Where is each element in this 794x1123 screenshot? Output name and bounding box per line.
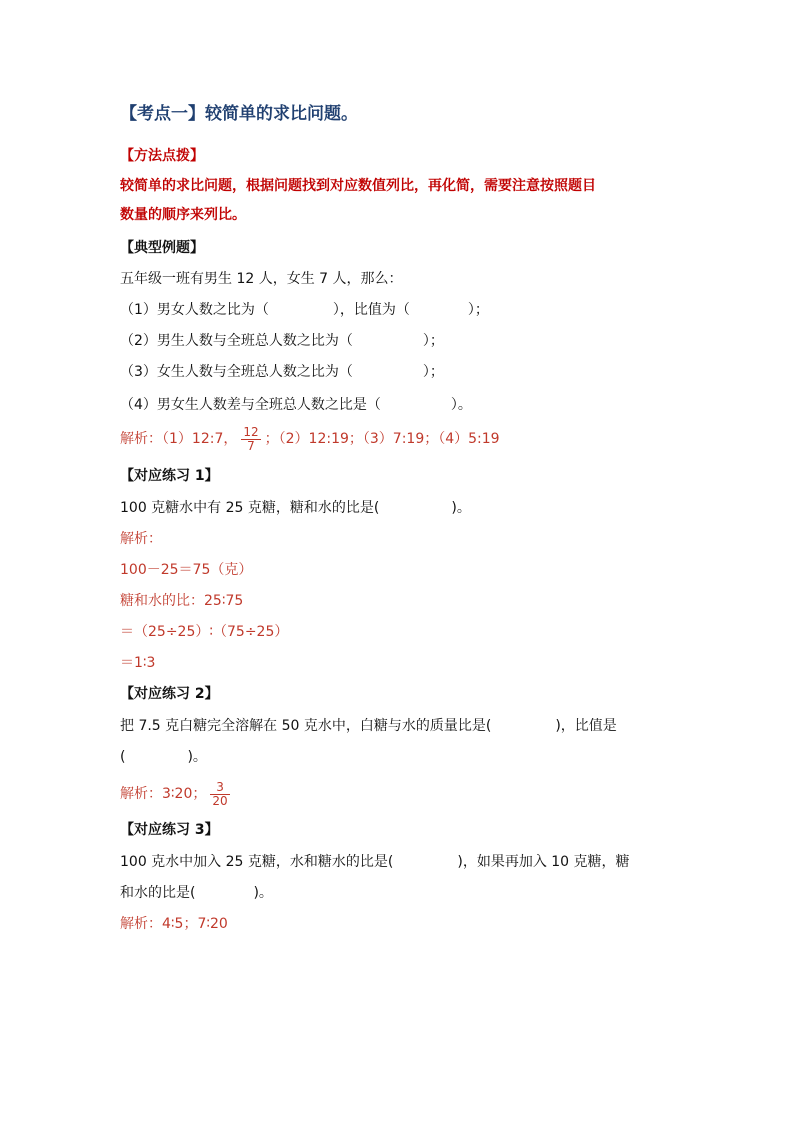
fraction [241, 426, 260, 453]
q4-text-b: ）。 [450, 397, 472, 413]
p1-text-b: )。 [451, 500, 471, 516]
example-stem: 五年级一班有男生 12 人，女生 7 人，那么： [120, 271, 403, 287]
q2-text-a: （2）男生人数与全班总人数之比为（ [120, 333, 353, 349]
practice3-question-line-2 [120, 883, 273, 903]
practice3-heading: 【对应练习 3】 [120, 822, 219, 838]
example-heading: 【典型例题】 [120, 240, 204, 256]
practice2-answer-text: 解析：3∶20； [120, 786, 207, 802]
fraction-denominator: 20 [212, 793, 228, 808]
p3-text-c: 和水的比是( [120, 885, 196, 901]
practice2-heading: 【对应练习 2】 [120, 686, 219, 702]
q4-text-a: （4）男女生人数差与全班总人数之比是（ [120, 397, 381, 413]
practice3-answer: 解析：4∶5；7∶20 [120, 916, 228, 932]
example-question-1 [120, 300, 489, 320]
example-question-3 [120, 362, 444, 382]
practice2-question-line-2 [120, 747, 207, 767]
q2-text-b: ）； [422, 333, 444, 349]
p1-text-a: 100 克糖水中有 25 克糖，糖和水的比是( [120, 500, 380, 516]
practice2-answer [120, 775, 234, 813]
p2-text-d: )。 [187, 749, 207, 765]
practice1-step-4: ＝1∶3 [120, 655, 156, 671]
fraction-denominator: 7 [241, 439, 260, 453]
section-title: 【考点一】较简单的求比问题。 [120, 104, 358, 124]
p3-text-b: )，如果再加入 10 克糖，糖 [457, 854, 630, 870]
practice1-step-1: 100－25＝75（克） [120, 562, 253, 578]
example-question-4 [120, 395, 472, 415]
practice2-question-line-1 [120, 716, 617, 736]
practice1-step-2: 糖和水的比：25∶75 [120, 593, 244, 609]
practice1-step-3: ＝（25÷25）∶（75÷25） [120, 624, 289, 640]
method-heading: 【方法点拨】 [120, 148, 204, 164]
practice1-label: 解析： [120, 531, 162, 547]
p3-text-a: 100 克水中加入 25 克糖，水和糖水的比是( [120, 854, 394, 870]
method-line-1: 较简单的求比问题，根据问题找到对应数值列比，再化简，需要注意按照题目 [120, 178, 596, 194]
example-answer-text-a: 解析：（1）12:7， [120, 431, 238, 447]
fraction-numerator: 3 [216, 779, 224, 794]
fraction [210, 781, 229, 808]
example-question-2 [120, 331, 444, 351]
practice3-question-line-1 [120, 852, 630, 872]
example-answer-text-b: ；（2）12:19；（3）7:19；（4）5:19 [264, 431, 500, 447]
practice1-question [120, 498, 471, 518]
method-line-2: 数量的顺序来列比。 [120, 207, 246, 223]
q3-text-a: （3）女生人数与全班总人数之比为（ [120, 364, 353, 380]
q1-text-b: ），比值为（ [332, 302, 410, 318]
q1-text-c: ）； [467, 302, 489, 318]
p2-text-a: 把 7.5 克白糖完全溶解在 50 克水中，白糖与水的质量比是( [120, 718, 492, 734]
p2-text-c: ( [120, 749, 126, 765]
example-answer [120, 420, 500, 458]
practice1-heading: 【对应练习 1】 [120, 468, 219, 484]
q3-text-b: ）； [422, 364, 444, 380]
p2-text-b: )，比值是 [555, 718, 617, 734]
q1-text-a: （1）男女人数之比为（ [120, 302, 269, 318]
p3-text-d: )。 [253, 885, 273, 901]
fraction-numerator: 12 [243, 424, 259, 439]
